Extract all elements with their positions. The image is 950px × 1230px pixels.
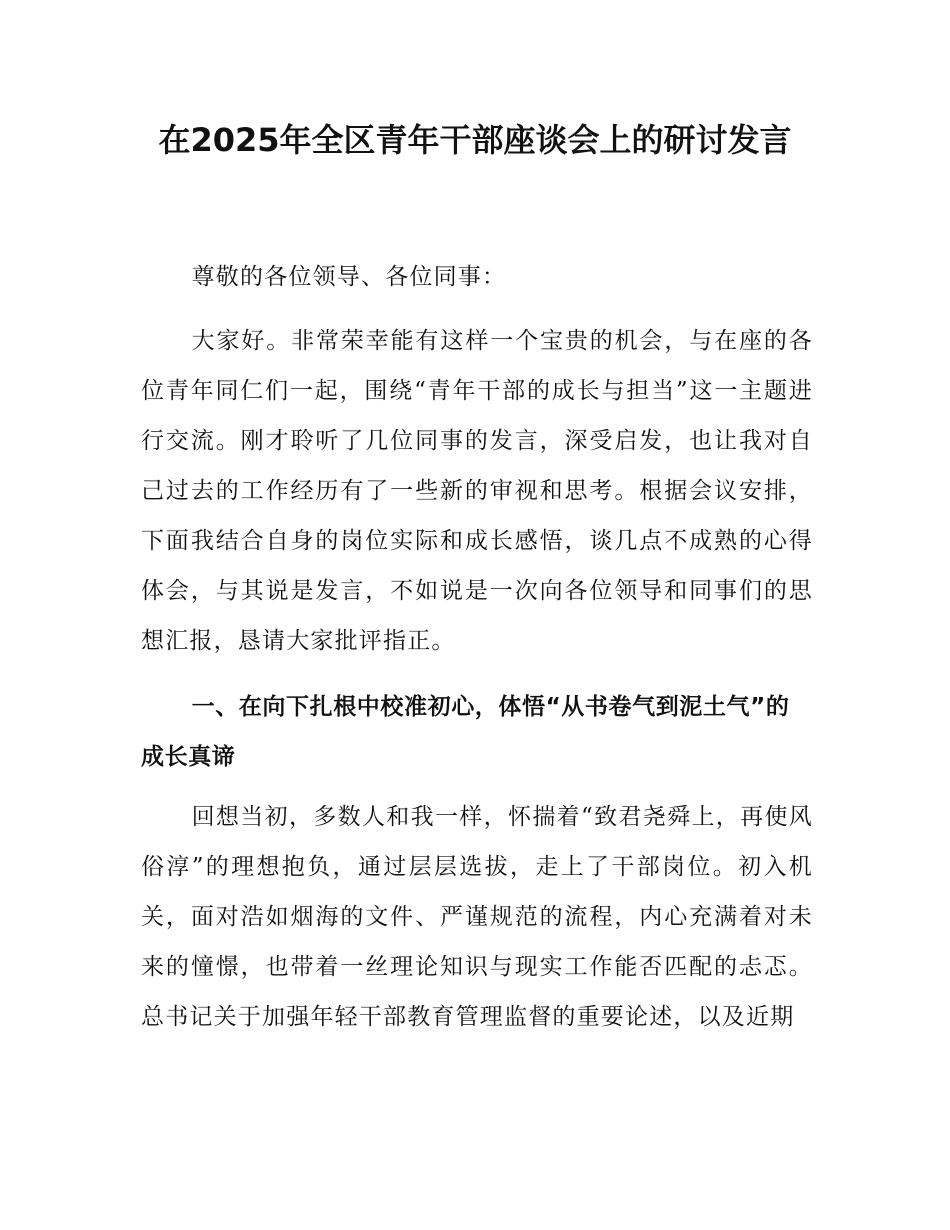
intro-paragraph: 大家好。非常荣幸能有这样一个宝贵的机会，与在座的各位青年同仁们一起，围绕“青年干部的成长与担当”这一主题进行交流。刚才聆听了几位同事的发言，深受启发，也让我对自己过去的工作经历有了一些新的审视和思考。根据会议安排，下面我结合自身的岗位实际和成长感悟，谈几点不成熟的心得体会，与其说是发言，不如说是一次向各位领导和同事们的思想汇报，恳请大家批评指正。 (141, 328, 813, 654)
section-1-block (141, 792, 813, 1042)
greeting-block (141, 252, 813, 302)
intro-block (141, 316, 813, 666)
greeting-paragraph: 尊敬的各位领导、各位同事： (191, 264, 507, 290)
section-heading-1: 一、在向下扎根中校准初心，体悟“从书卷气到泥土气”的成长真谛 (141, 694, 790, 770)
section-1-paragraph: 回想当初，多数人和我一样，怀揣着“致君尧舜上，再使风俗淳”的理想抱负，通过层层选拔，走上了干部岗位。初入机关，面对浩如烟海的文件、严谨规范的流程，内心充满着对未来的憧憬，也带着一丝理论知识与现实工作能否匹配的忐忑。总书记关于加强年轻干部教育管理监督的重要论述，以及近期 (141, 804, 813, 1030)
document-title: 在2025年全区青年干部座谈会上的研讨发言 (158, 121, 792, 159)
